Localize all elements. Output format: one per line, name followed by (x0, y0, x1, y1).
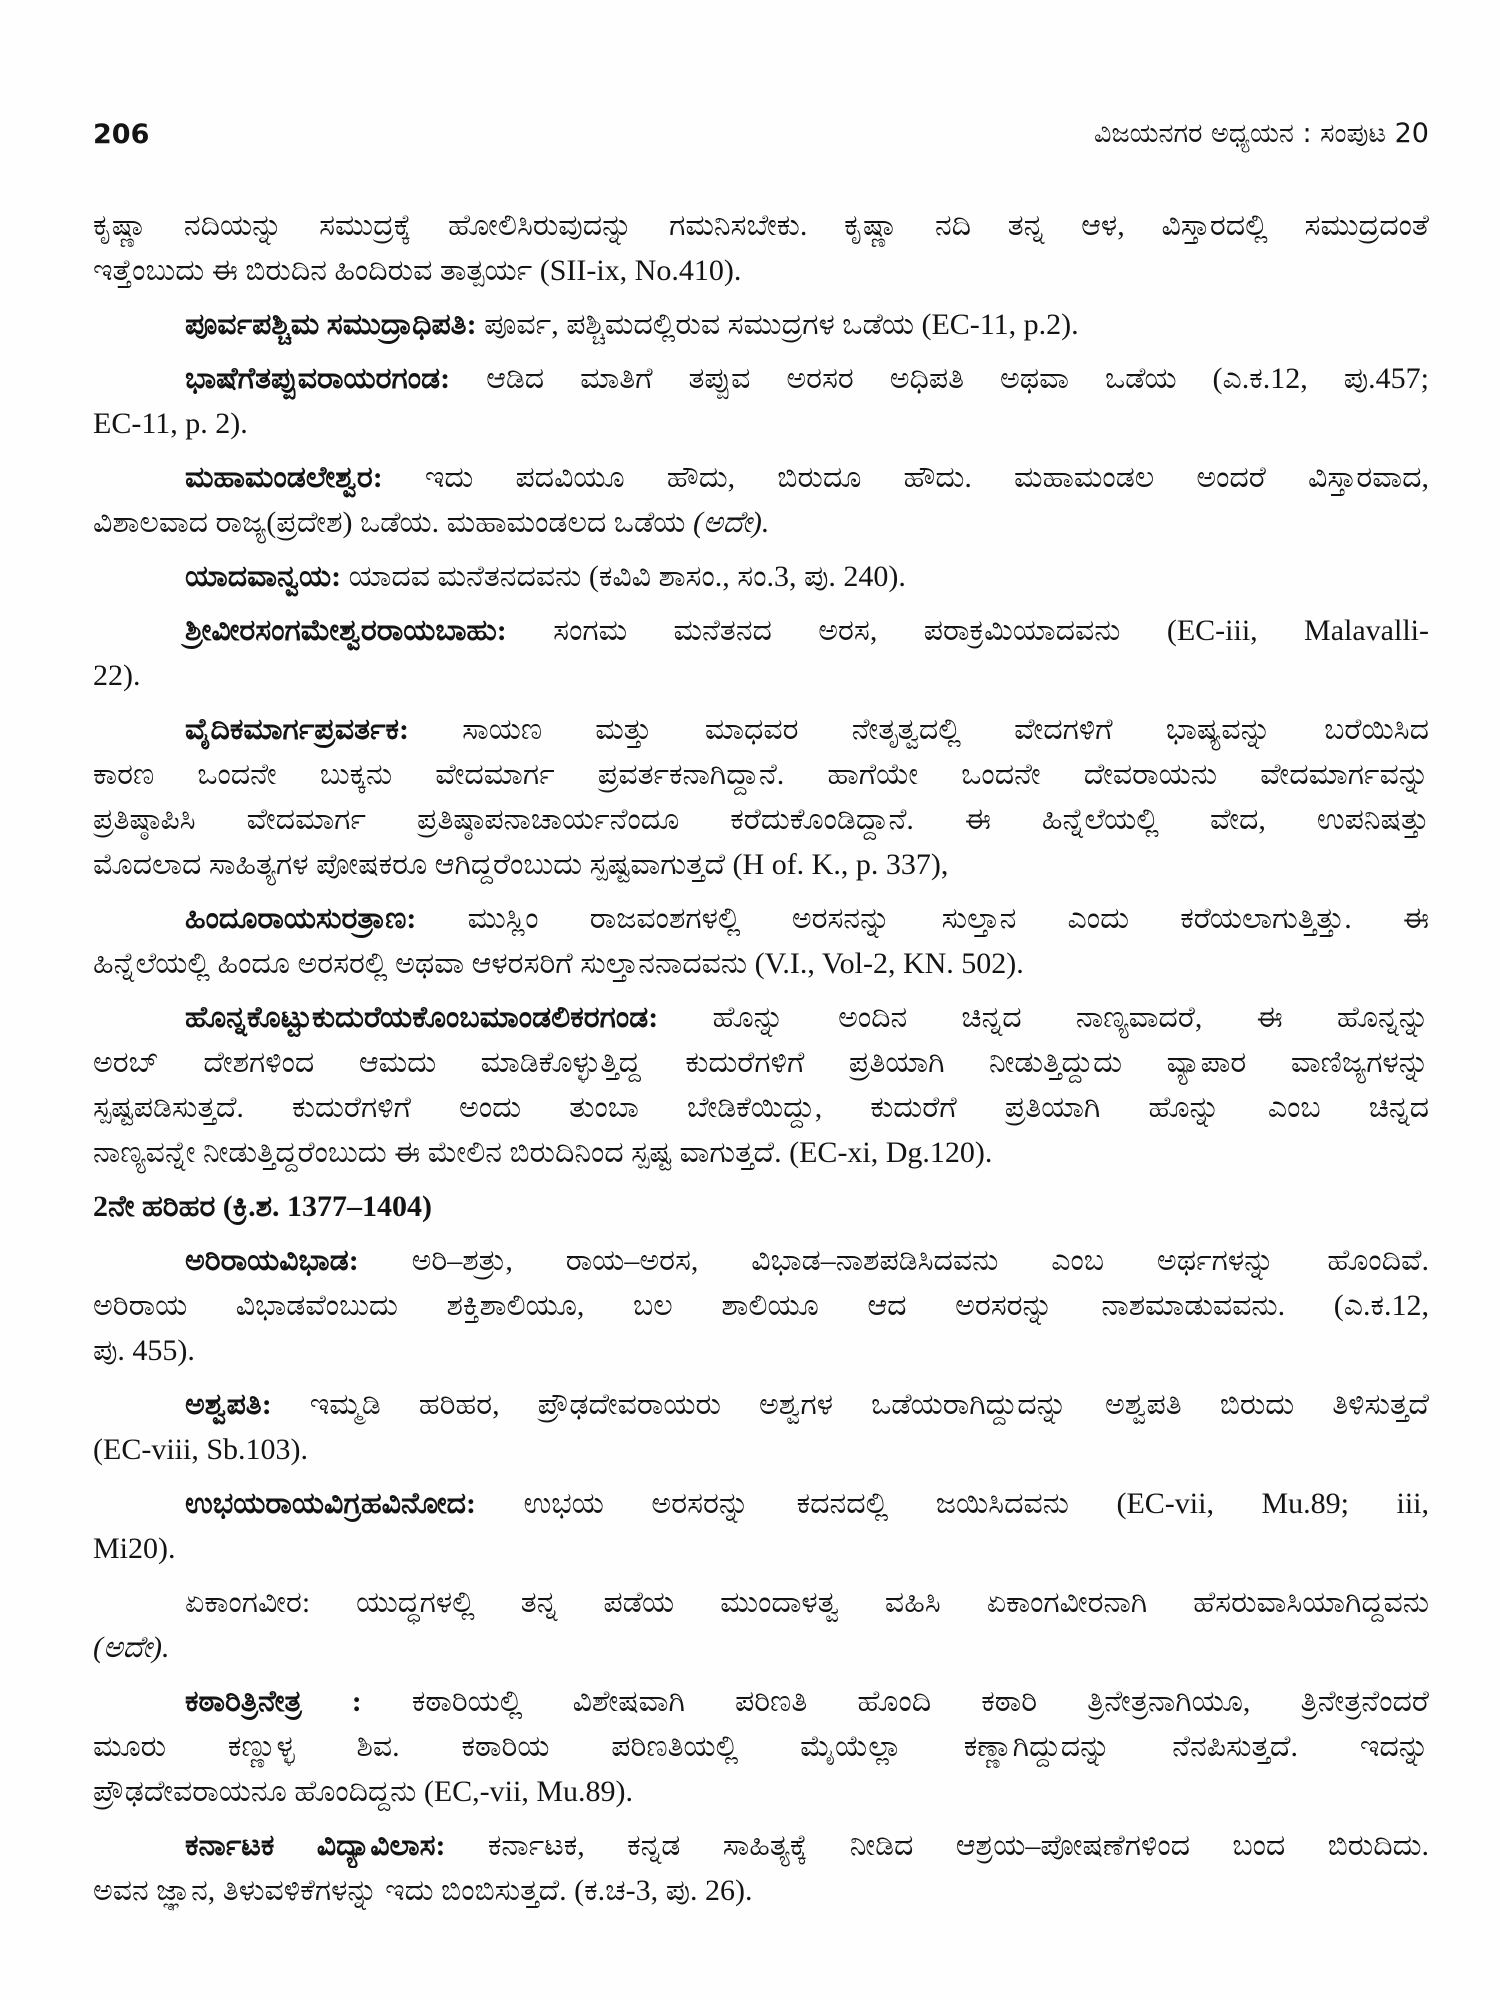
text-line: ಇತ್ತೆಂಬುದು ಈ ಬಿರುದಿನ ಹಿಂದಿರುವ ತಾತ್ಪರ್ಯ (SII-ix, No.410). (93, 254, 742, 287)
entry-term: ವೈದಿಕಮಾರ್ಗಪ್ರವರ್ತಕ: (185, 713, 410, 746)
title-entry (93, 896, 1429, 986)
title-entry (93, 1679, 1429, 1814)
text-line: EC-11, p. 2). (93, 407, 248, 440)
source-reference: (ಅದೇ). (93, 1631, 170, 1664)
text-line: ಅವನ ಜ್ಞಾನ, ತಿಳುವಳಿಕೆಗಳನ್ನು ಇದು ಬಿಂಬಿಸುತ್ತದೆ. (ಕ.ಚ-3, ಪು. 26). (93, 1874, 753, 1907)
title-entry (93, 1382, 1429, 1472)
entry-term: ಪೂರ್ವಪಶ್ಚಿಮ ಸಮುದ್ರಾಧಿಪತಿ: (185, 308, 477, 341)
section-heading-block (93, 1184, 1429, 1229)
title-entry (93, 1580, 1429, 1670)
text-line: ಕೃಷ್ಣಾ ನದಿಯನ್ನು ಸಮುದ್ರಕ್ಕೆ ಹೋಲಿಸಿರುವುದನ್ನು ಗಮನಿಸಬೇಕು. ಕೃಷ್ಣಾ ನದಿ ತನ್ನ ಆಳ, ವಿಸ್ತಾರದಲ್ಲಿ ಸಮುದ್ರದಂತೆ (93, 209, 1429, 242)
text-line (93, 707, 1429, 752)
entry-term: ಕಠಾರಿತ್ರಿನೇತ್ರ : (185, 1685, 362, 1718)
text-line: ಪು. 455). (93, 1334, 195, 1367)
entry-text: ಕರ್ನಾಟಕ, ಕನ್ನಡ ಸಾಹಿತ್ಯಕ್ಕೆ ನೀಡಿದ ಆಶ್ರಯ–ಪೋಷಣೆಗಳಿಂದ ಬಂದ ಬಿರುದಿದು. (487, 1829, 1429, 1862)
text-line: (EC-viii, Sb.103). (93, 1433, 308, 1466)
text-line: ನಾಣ್ಯವನ್ನೇ ನೀಡುತ್ತಿದ್ದರೆಂಬುದು ಈ ಮೇಲಿನ ಬಿರುದಿನಿಂದ ಸ್ಪಷ್ಟ ವಾಗುತ್ತದೆ. (EC-xi, Dg.120). (93, 1136, 993, 1169)
entry-text: ಪೂರ್ವ, ಪಶ್ಚಿಮದಲ್ಲಿರುವ ಸಮುದ್ರಗಳ ಒಡೆಯ (EC-11, p.2). (484, 308, 1079, 341)
section-heading: 2ನೇ ಹರಿಹರ (ಕ್ರಿ.ಶ. 1377–1404) (93, 1190, 433, 1223)
text-line: ಹಿನ್ನೆಲೆಯಲ್ಲಿ ಹಿಂದೂ ಅರಸರಲ್ಲಿ ಅಥವಾ ಆಳರಸರಿಗೆ ಸುಲ್ತಾನನಾದವನು (V.I., Vol-2, KN. 502). (93, 947, 1024, 980)
text-line (93, 896, 1429, 941)
entry-text: ಕಠಾರಿಯಲ್ಲಿ ವಿಶೇಷವಾಗಿ ಪರಿಣತಿ ಹೊಂದಿ ಕಠಾರಿ ತ್ರಿನೇತ್ರನಾಗಿಯೂ, ತ್ರಿನೇತ್ರನೆಂದರೆ (411, 1685, 1429, 1718)
entry-term: ಯಾದವಾನ್ವಯ: (185, 560, 342, 593)
text-line: ಮೂರು ಕಣ್ಣುಳ್ಳ ಶಿವ. ಕಠಾರಿಯ ಪರಿಣತಿಯಲ್ಲಿ ಮೈಯೆಲ್ಲಾ ಕಣ್ಣಾಗಿದ್ದುದನ್ನು ನೆನಪಿಸುತ್ತದೆ. ಇದನ್ನು (93, 1730, 1429, 1763)
text-line: ಅರಿರಾಯ ವಿಭಾಡವೆಂಬುದು ಶಕ್ತಿಶಾಲಿಯೂ, ಬಲ ಶಾಲಿಯೂ ಆದ ಅರಸರನ್ನು ನಾಶಮಾಡುವವನು. (ಎ.ಕ.12, (93, 1289, 1429, 1322)
entry-text: ಯುದ್ಧಗಳಲ್ಲಿ ತನ್ನ ಪಡೆಯ ಮುಂದಾಳತ್ವ ವಹಿಸಿ ಏಕಾಂಗವೀರನಾಗಿ ಹೆಸರುವಾಸಿಯಾಗಿದ್ದವನು (356, 1586, 1429, 1619)
entry-text: ಆಡಿದ ಮಾತಿಗೆ ತಪ್ಪುವ ಅರಸರ ಅಧಿಪತಿ ಅಥವಾ ಒಡೆಯ (ಎ.ಕ.12, ಪು.457; (486, 362, 1429, 395)
entry-text: ವಿಶಾಲವಾದ ರಾಜ್ಯ(ಪ್ರದೇಶ) ಒಡೆಯ. ಮಹಾಮಂಡಲದ ಒಡೆಯ (93, 506, 686, 539)
page-body (93, 203, 1429, 1913)
text-line (93, 1823, 1429, 1868)
entry-term: ಭಾಷೆಗೆತಪ್ಪುವರಾಯರಗಂಡ: (185, 362, 451, 395)
entry-text: ಇಮ್ಮಡಿ ಹರಿಹರ, ಪ್ರೌಢದೇವರಾಯರು ಅಶ್ವಗಳ ಒಡೆಯರಾಗಿದ್ದುದನ್ನು ಅಶ್ವಪತಿ ಬಿರುದು ತಿಳಿಸುತ್ತದೆ (309, 1388, 1429, 1421)
entry-term: ಏಕಾಂಗವೀರ: (185, 1586, 311, 1619)
title-entry (93, 302, 1429, 347)
title-entry (93, 356, 1429, 446)
text-line (93, 1625, 1429, 1670)
entry-term: ಕರ್ನಾಟಕ ವಿದ್ಯಾವಿಲಾಸ: (185, 1829, 446, 1862)
title-entry (93, 1238, 1429, 1373)
text-line (93, 1580, 1429, 1625)
title-entry (93, 455, 1429, 545)
entry-text: ಹೊನ್ನು ಅಂದಿನ ಚಿನ್ನದ ನಾಣ್ಯವಾದರೆ, ಈ ಹೊನ್ನನ್ನು (712, 1001, 1429, 1034)
entry-text: ಉಭಯ ಅರಸರನ್ನು ಕದನದಲ್ಲಿ ಜಯಿಸಿದವನು (EC-vii, Mu.89; iii, (523, 1487, 1429, 1520)
page-number: 206 (93, 118, 150, 150)
text-line (93, 500, 1429, 545)
text-line (93, 455, 1429, 500)
entry-term: ಮಹಾಮಂಡಲೇಶ್ವರ: (185, 461, 383, 494)
text-line: Mi20). (93, 1532, 176, 1565)
text-line: 22). (93, 659, 141, 692)
entry-text: ಇದು ಪದವಿಯೂ ಹೌದು, ಬಿರುದೂ ಹೌದು. ಮಹಾಮಂಡಲ ಅಂದರೆ ವಿಸ್ತಾರವಾದ, (424, 461, 1429, 494)
entry-text: ಅರಿ–ಶತ್ರು, ರಾಯ–ಅರಸ, ವಿಭಾಡ–ನಾಶಪಡಿಸಿದವನು ಎಂಬ ಅರ್ಥಗಳನ್ನು ಹೊಂದಿವೆ. (411, 1244, 1429, 1277)
text-line: ಮೊದಲಾದ ಸಾಹಿತ್ಯಗಳ ಪೋಷಕರೂ ಆಗಿದ್ದರೆಂಬುದು ಸ್ಪಷ್ಟವಾಗುತ್ತದೆ (H of. K., p. 337), (93, 848, 949, 881)
entry-text: ಯಾದವ ಮನೆತನದವನು (ಕವಿವಿ ಶಾಸಂ., ಸಂ.3, ಪು. 240). (348, 560, 906, 593)
source-reference: (ಅದೇ). (692, 506, 770, 539)
page-header (93, 112, 1429, 156)
title-entry (93, 608, 1429, 698)
text-line (93, 554, 1429, 599)
title-entry (93, 1481, 1429, 1571)
entry-term: ಅರಿರಾಯವಿಭಾಡ: (185, 1244, 359, 1277)
title-entry (93, 707, 1429, 887)
paragraph (93, 203, 1429, 293)
text-line: ಕಾರಣ ಒಂದನೇ ಬುಕ್ಕನು ವೇದಮಾರ್ಗ ಪ್ರವರ್ತಕನಾಗಿದ್ದಾನೆ. ಹಾಗೆಯೇ ಒಂದನೇ ದೇವರಾಯನು ವೇದಮಾರ್ಗವನ್ನು (93, 758, 1429, 791)
text-line: ಸ್ಪಷ್ಟಪಡಿಸುತ್ತದೆ. ಕುದುರೆಗಳಿಗೆ ಅಂದು ತುಂಬಾ ಬೇಡಿಕೆಯಿದ್ದು, ಕುದುರೆಗೆ ಪ್ರತಿಯಾಗಿ ಹೊನ್ನು ಎಂಬ ಚಿನ್ನದ (93, 1091, 1429, 1124)
entry-text: ಸಂಗಮ ಮನೆತನದ ಅರಸ, ಪರಾಕ್ರಮಿಯಾದವನು (EC-iii, Malavalli- (553, 614, 1429, 647)
text-line (93, 995, 1429, 1040)
entry-term: ಉಭಯರಾಯವಿಗ್ರಹವಿನೋದ: (185, 1487, 476, 1520)
running-title: ವಿಜಯನಗರ ಅಧ್ಯಯನ : ಸಂಪುಟ 20 (1094, 118, 1429, 149)
text-line (93, 1382, 1429, 1427)
text-line: ಪ್ರೌಢದೇವರಾಯನೂ ಹೊಂದಿದ್ದನು (EC,-vii, Mu.89). (93, 1775, 633, 1808)
text-line: ಪ್ರತಿಷ್ಠಾಪಿಸಿ ವೇದಮಾರ್ಗ ಪ್ರತಿಷ್ಠಾಪನಾಚಾರ್ಯನೆಂದೂ ಕರೆದುಕೊಂಡಿದ್ದಾನೆ. ಈ ಹಿನ್ನೆಲೆಯಲ್ಲಿ ವೇದ, ಉಪನಿಷತ್ತು (93, 803, 1429, 836)
text-line: ಅರಬ್ ದೇಶಗಳಿಂದ ಆಮದು ಮಾಡಿಕೊಳ್ಳುತ್ತಿದ್ದ ಕುದುರೆಗಳಿಗೆ ಪ್ರತಿಯಾಗಿ ನೀಡುತ್ತಿದ್ದುದು ವ್ಯಾಪಾರ ವಾಣಿಜ್ಯಗಳನ್ನು (93, 1046, 1429, 1079)
text-line (93, 608, 1429, 653)
entry-text: ಮುಸ್ಲಿಂ ರಾಜವಂಶಗಳಲ್ಲಿ ಅರಸನನ್ನು ಸುಲ್ತಾನ ಎಂದು ಕರೆಯಲಾಗುತ್ತಿತ್ತು. ಈ (467, 902, 1429, 935)
title-entry (93, 554, 1429, 599)
entry-term: ಅಶ್ವಪತಿ: (185, 1388, 272, 1421)
text-line (93, 1679, 1429, 1724)
title-entry (93, 1823, 1429, 1913)
title-entry (93, 995, 1429, 1175)
entry-term: ಹಿಂದೂರಾಯಸುರತ್ರಾಣ: (185, 902, 417, 935)
text-line (93, 1481, 1429, 1526)
entry-text: ಸಾಯಣ ಮತ್ತು ಮಾಧವರ ನೇತೃತ್ವದಲ್ಲಿ ವೇದಗಳಿಗೆ ಭಾಷ್ಯವನ್ನು ಬರೆಯಿಸಿದ (462, 713, 1429, 746)
text-line (93, 302, 1429, 347)
entry-term: ಶ್ರೀವೀರಸಂಗಮೇಶ್ವರರಾಯಬಾಹು: (185, 614, 507, 647)
text-line (93, 356, 1429, 401)
entry-term: ಹೊನ್ನಕೊಟ್ಟುಕುದುರೆಯಕೊಂಬಮಾಂಡಲಿಕರಗಂಡ: (185, 1001, 659, 1034)
text-line (93, 1238, 1429, 1283)
